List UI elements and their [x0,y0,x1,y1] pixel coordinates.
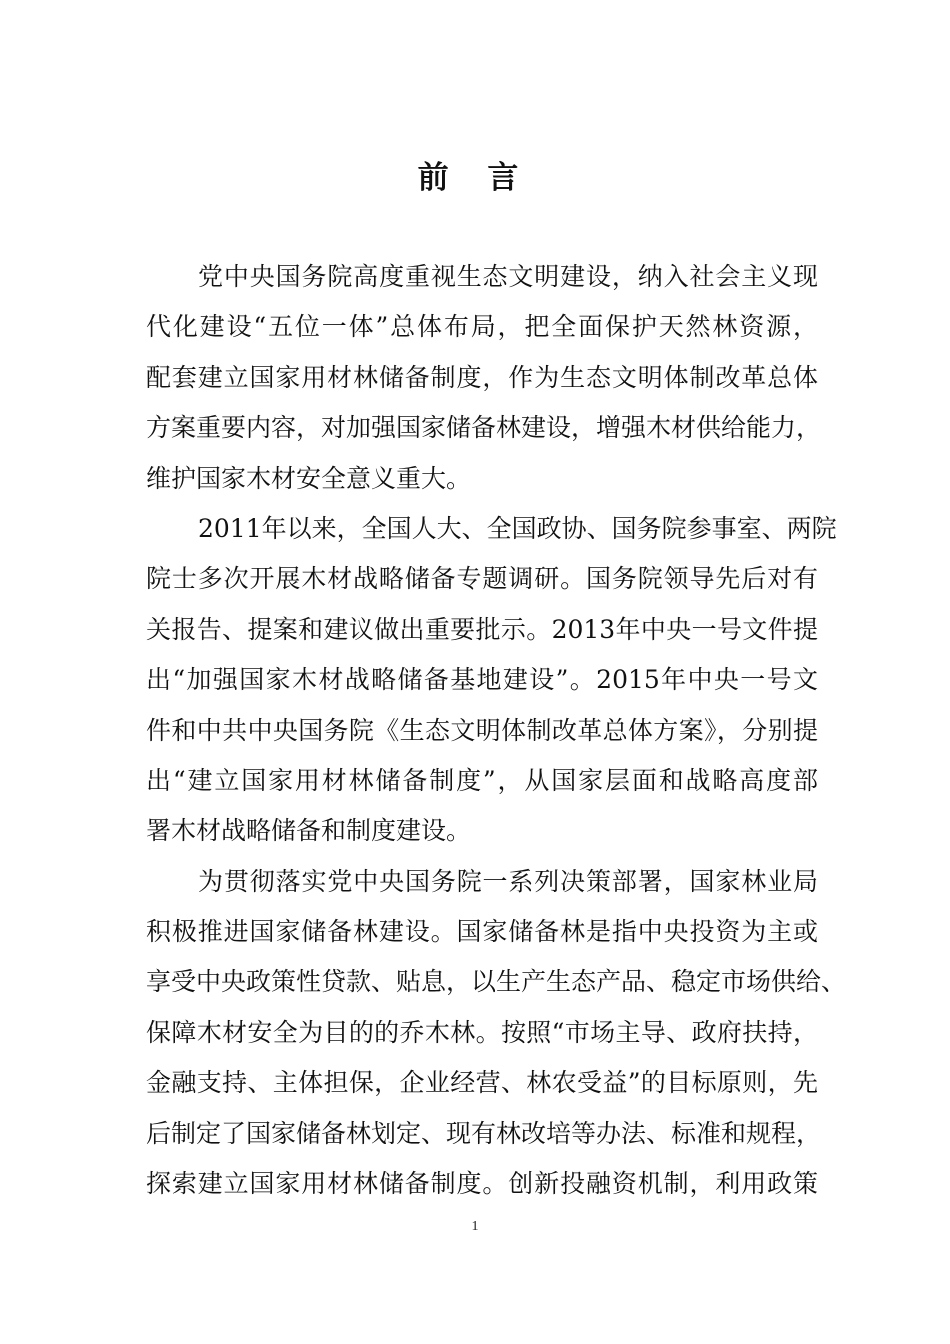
text-line: 院士多次开展木材战略储备专题调研。国务院领导先后对有 [146,564,818,594]
text-line: 方案重要内容，对加强国家储备林建设，增强木材供给能力， [146,413,822,443]
page-title: 前 言 [417,160,533,196]
text-line: 配套建立国家用材林储备制度，作为生态文明体制改革总体 [146,362,818,392]
text-line: 出“加强国家木材战略储备基地建设”。2015年中央一号文 [146,665,818,695]
text-line: 保障木材安全为目的的乔木林。按照“市场主导、政府扶持， [146,1017,818,1047]
page-number: 1 [471,1219,479,1234]
text-line: 后制定了国家储备林划定、现有林改培等办法、标准和规程， [146,1118,822,1148]
text-line: 署木材战略储备和制度建设。 [146,816,472,846]
body-text [146,252,847,1209]
text-line: 探索建立国家用材林储备制度。创新投融资机制，利用政策 [146,1169,818,1199]
text-line: 出“建立国家用材林储备制度”，从国家层面和战略高度部 [146,765,818,795]
text-line: 关报告、提案和建议做出重要批示。2013年中央一号文件提 [146,614,818,644]
text-line: 代化建设“五位一体”总体布局，把全面保护天然林资源， [146,312,818,342]
text-line: 党中央国务院高度重视生态文明建设，纳入社会主义现 [198,262,818,291]
text-line: 积极推进国家储备林建设。国家储备林是指中央投资为主或 [146,917,818,947]
text-line: 维护国家木材安全意义重大。 [146,463,472,493]
text-line: 享受中央政策性贷款、贴息，以生产生态产品、稳定市场供给、 [146,967,847,997]
text-line: 为贯彻落实党中央国务院一系列决策部署，国家林业局 [198,866,818,896]
text-line: 金融支持、主体担保，企业经营、林农受益”的目标原则，先 [146,1068,818,1098]
text-line: 2011年以来，全国人大、全国政协、国务院参事室、两院 [198,513,837,543]
text-line: 件和中共中央国务院《生态文明体制改革总体方案》，分别提 [146,715,818,745]
